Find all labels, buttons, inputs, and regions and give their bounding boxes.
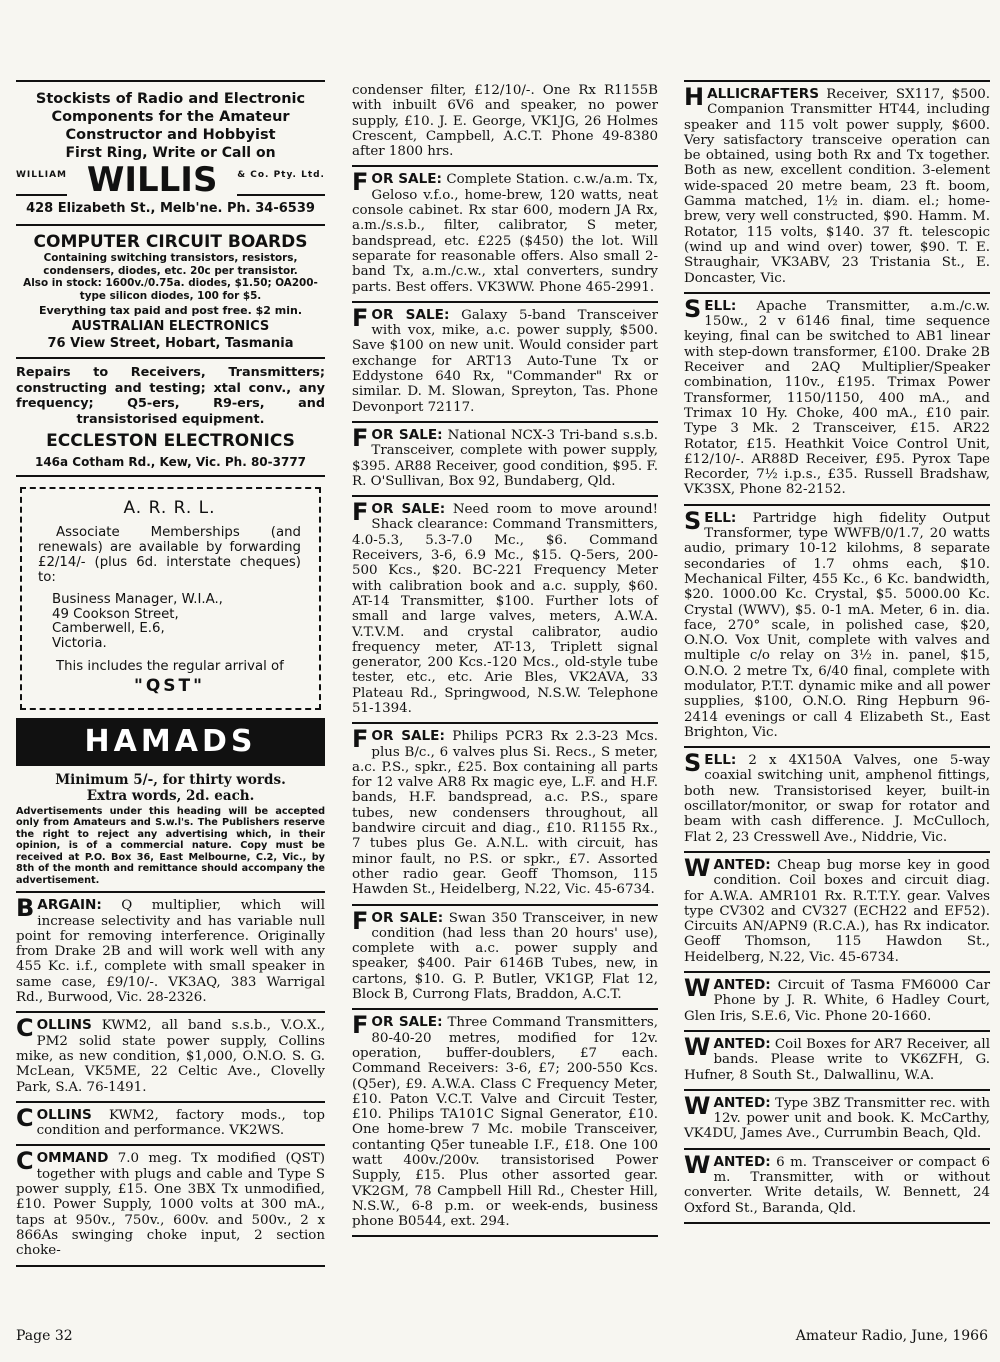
classified-body: Circuit of Tasma FM6000 Car Phone by J. R. White, 6 Hadley Court, Glen Iris, S.E.6, Vic. Phone 20-1660. — [684, 978, 990, 1024]
classified-body: 7.0 meg. Tx modified (QST) together with plugs and cable and Type S power supply, £15. One 3BX Tx unmodified, £10. Power Supply, 1000 volts at 300 mA., taps at 950v., 750v., 600v. and 500v., 2 x 866As swinging choke input, 2 section choke- — [16, 1151, 325, 1259]
classified-body: KWM2, all band s.s.b., V.O.X., PM2 solid state power supply, Collins mike, as new condition, $1,000, O.N.O. S. G. McLean, VK5ME, 22 Celtic Ave., Clovelly Park, S.A. 76-1491. — [16, 1018, 325, 1095]
classified-ad — [16, 1013, 325, 1102]
classified-ad — [352, 906, 658, 1011]
classified-body: Q multiplier, which will increase selectivity and has variable null point for removing interference. Originally from Drake 2B and will work well with any 455 Kc. i.f., complete with small speaker in same case, £9/10/-. VK3AQ, 383 Warrigal Rd., Burwood, Vic. 28-2326. — [16, 898, 325, 1006]
classified-body: Coil Boxes for AR7 Receiver, all bands. Please write to VK6ZFH, G. Hufner, 8 South St., Dalwallinu, W.A. — [684, 1036, 990, 1083]
classified-ad — [352, 497, 658, 724]
hamads-rates — [16, 772, 325, 804]
willis-address: 428 Elizabeth St., Melb'ne. Ph. 34-6539 — [26, 201, 315, 216]
classified-heading: ANTED: — [713, 1153, 771, 1170]
arrl-text: Associate Memberships (and renewals) are available by forwarding £2/14/- (plus 6d. interstate cheques) to: — [38, 524, 301, 586]
computer-boards-terms: Everything tax paid and post free. $2 min. — [38, 304, 303, 318]
drop-cap: W — [684, 974, 711, 1003]
classified-continuation-text: condenser filter, £12/10/-. One Rx R1155B with inbuilt 6V6 and speaker, no power supply, £10. J. E. George, VK1JG, 26 Holmes Crescent, Campbell, A.C.T. Phone 49-8380 after 1800 hrs. — [352, 83, 658, 160]
divider — [16, 475, 325, 477]
classified-heading: OR SALE: — [371, 426, 443, 443]
classified-ad — [16, 1103, 325, 1147]
classified-heading: OR SALE: — [371, 728, 445, 745]
classified-heading: OR SALE: — [371, 909, 444, 926]
classified-body: Receiver, SX117, $500. Companion Transmitter HT44, including speaker and 115 volt power supply, $600. Very satisfactory transceive operation can be obtained, using both Rx and Tx together. Both as new, excellent condition. 3-element wide-spaced 20 metre beam, 23 ft. boom, Gamma matched, 1½ in. diam. el.; home-brew, very well constructed, $90. Hamm. M. Rotator, 115 volts, $140. 37 ft. telescopic (wind up and wind over) tower, $90. T. E. Straughair, VK3ABV, 23 Tristania St., E. Doncaster, Vic. — [684, 87, 990, 286]
drop-cap: W — [684, 1032, 711, 1061]
willis-logo — [16, 160, 325, 200]
arrl-address — [52, 593, 301, 651]
classified-ad — [684, 853, 990, 973]
drop-cap: W — [684, 1091, 711, 1120]
willis-headline: Stockists of Radio and Electronic Components for the Amateur Constructor and Hobbyist — [35, 91, 306, 143]
eccleston-text: Repairs to Receivers, Transmitters; constructing and testing; xtal conv., any frequency; Q5-ers, R9-ers, and transistorised equipment. — [16, 365, 325, 427]
drop-cap: F — [352, 725, 369, 754]
classified-body: Type 3BZ Transmitter rec. with 12v. power unit and book. K. McCarthy, VK4DU, James Ave., Currumbin Beach, Qld. — [684, 1095, 990, 1142]
column-3 — [684, 80, 990, 1224]
arrl-qst: "QST" — [133, 675, 205, 696]
drop-cap: W — [684, 1150, 711, 1179]
classified-body: 2 x 4X150A Valves, one 5-way coaxial switching unit, amphenol fittings, both new. Transistorised keyer, built-in oscillator/monitor, or swap for rotator and beam with cash difference. J. McCulloch, Flat 2, 23 Cresswell Ave., Niddrie, Vic. — [684, 753, 990, 845]
classified-body: KWM2, factory mods., top condition and performance. VK2WS. — [36, 1107, 325, 1139]
classified-list-col3 — [684, 82, 990, 1224]
classified-list-col2 — [352, 167, 658, 1237]
classified-heading: OLLINS — [36, 1106, 92, 1123]
hamads-rate-minimum: Minimum 5/-, for thirty words. — [55, 771, 286, 788]
willis-subline: First Ring, Write or Call on — [65, 145, 276, 161]
classified-ad — [684, 1032, 990, 1091]
classified-ad — [684, 506, 990, 748]
classified-heading: ANTED: — [713, 977, 771, 994]
column-2 — [352, 78, 658, 1237]
australian-electronics-name: AUSTRALIAN ELECTRONICS — [71, 319, 270, 335]
arrl-note: This includes the regular arrival of — [56, 659, 284, 675]
classified-body: Swan 350 Transceiver, in new condition (had less than 20 hours' use), complete with a.c. power supply and speaker, $400. Pair 6146B Tubes, new, in cartons, $10. G. P. Butler, VK1GP, Flat 12, Block B, Currong Flats, Braddon, A.C.T. — [352, 910, 658, 1003]
willis-company: & Co. Pty. Ltd. — [237, 166, 325, 196]
classified-heading: OMMAND — [36, 1150, 109, 1167]
classified-ad — [352, 167, 658, 302]
drop-cap: F — [352, 1011, 369, 1040]
willis-first-name: WILLIAM — [16, 166, 67, 196]
drop-cap: F — [352, 303, 369, 332]
eccleston-name: ECCLESTON ELECTRONICS — [46, 431, 295, 452]
drop-cap: C — [16, 1103, 34, 1132]
classified-continuation — [352, 78, 658, 167]
australian-electronics-address: 76 View Street, Hobart, Tasmania — [47, 336, 294, 352]
eccleston-advert — [16, 359, 325, 475]
classified-body: Apache Transmitter, a.m./c.w. 150w., 2 v 6146 final, time sequence keying, final can be switched to AB1 linear with step-down transformer, £100. Drake 2B Receiver and 2AQ Multiplier/Speaker combination, 110v., £195. Trimax Power Transformer, 1150/1150, 400 mA., and Trimax 10 Hy. Choke, 400 mA., £10 pair. Type 3 Mk. 2 Transceiver, £15. AR22 Rotator, £15. Heathkit Voice Control Unit, £12/10/-. AR88D Receiver, £95. Pyrox Tape Recorder, 7½ i.p.s., £35. Russell Bradshaw, VK3SX, Phone 82-2152. — [684, 298, 990, 498]
drop-cap: W — [684, 853, 711, 882]
classified-body: Three Command Transmitters, 80-40-20 metres, modified for 12v. operation, buffer-doublers, £7 each. Command Receivers: 3-6, £7; 200-550 Kcs. (Q5er), £9. A.W.A. Class C Frequency Meter, £10. Paton V.C.T. Valve and Circuit Tester, £10. Philips TA101C Signal Generator, £10. One home-brew 7 Mc. mobile Transceiver, contanting Q5er tuneable I.F., £18. One 100 watt 400v./200v. transistorised Power Supply, £15. Plus other assorted gear. VK2GM, 78 Campbell Hill Rd., Chester Hill, N.S.W., 6-8 p.m. or week-ends, business phone B0544, ext. 294. — [352, 1015, 659, 1230]
classified-body: Cheap bug morse key in good condition. Coil boxes and circuit diag. for A.W.A. AMR101 Rx. R.T.T.Y. gear. Valves type CV302 and CV327 (ECH22 and EF52). Circuits AN/APN9 (R.C.A.), has Rx indicator. Geoff Thomson, 115 Hawdon St., Heidelberg, N.22, Vic. 45-6734. — [684, 857, 990, 965]
drop-cap: C — [16, 1014, 34, 1043]
classified-heading: ELL: — [704, 297, 737, 314]
computer-boards-stock: Also in stock: 1600v./0.75a. diodes, $1.50; OA200-type silicon diodes, 100 for $5. — [23, 277, 318, 302]
computer-boards-text: Containing switching transistors, resistors, condensers, diodes, etc. 20c per transistor. — [43, 252, 298, 277]
drop-cap: F — [352, 498, 369, 527]
computer-boards-title: COMPUTER CIRCUIT BOARDS — [33, 232, 308, 252]
classified-heading: ALLICRAFTERS — [707, 86, 820, 102]
hamads-banner: HAMADS — [16, 718, 325, 766]
classified-heading: OR SALE: — [371, 171, 442, 188]
publication-info: Amateur Radio, June, 1966 — [795, 1328, 988, 1344]
classified-body: 6 m. Transceiver or compact 6 m. Transmitter, with or without converter. Write details, W. Bennett, 24 Oxford St., Baranda, Qld. — [684, 1154, 990, 1216]
classified-ad — [684, 973, 990, 1032]
classified-heading: ANTED: — [713, 856, 771, 873]
arrl-address-line: Victoria. — [52, 635, 107, 651]
classified-ad — [684, 1150, 990, 1224]
willis-name: WILLIS — [86, 160, 218, 200]
hamads-rate-extra: Extra words, 2d. each. — [86, 787, 255, 804]
arrl-address-line: Business Manager, W.I.A., — [52, 592, 223, 608]
classified-ad — [352, 303, 658, 423]
classified-heading: ELL: — [704, 752, 737, 769]
classified-body: Galaxy 5-band Transceiver with vox, mike, a.c. power supply, $500. Save $100 on new unit. Would consider part exchange for ART13 Auto-Tune Tx or Eddystone 640 Rx, "Commander" Rx or similar. D. M. Slowan, Spreyton, Tas. Phone Devonport 72117. — [352, 307, 658, 415]
drop-cap: C — [16, 1147, 34, 1176]
drop-cap: B — [16, 894, 35, 923]
drop-cap: F — [352, 168, 369, 197]
page-number: Page 32 — [16, 1328, 73, 1344]
classified-heading: ELL: — [704, 509, 737, 526]
drop-cap: S — [684, 749, 702, 778]
classified-heading: OLLINS — [36, 1017, 92, 1034]
classified-heading: OR SALE: — [371, 501, 446, 518]
drop-cap: H — [684, 83, 705, 111]
arrl-title: A. R. R. L. — [123, 498, 216, 519]
classified-ad — [352, 724, 658, 905]
classified-ad — [684, 1091, 990, 1150]
eccleston-address: 146a Cotham Rd., Kew, Vic. Ph. 80-3777 — [34, 455, 307, 470]
drop-cap: S — [684, 294, 702, 323]
arrl-advert — [20, 487, 321, 709]
classified-ad — [16, 1146, 325, 1266]
arrl-address-line: Camberwell, E.6, — [52, 621, 165, 637]
hamads-rules: Advertisements under this heading will be accepted only from Amateurs and S.w.l's. The Publishers reserve the right to reject any advertising which, in their opinion, is of a commercial nature. Copy must be received at P.O. Box 36, East Melbourne, C.2, Vic., by 8th of the month and remittance should accompany the advertisement. — [16, 806, 325, 894]
classified-heading: ARGAIN: — [37, 897, 102, 914]
classified-heading: ANTED: — [713, 1035, 771, 1052]
classified-ad — [352, 1010, 658, 1237]
classified-heading: ANTED: — [713, 1094, 771, 1111]
classified-body: Need room to move around! Shack clearance: Command Transmitters, 4.0-5.3, 5.3-7.0 Mc., $6. Command Receivers, 3-6, 6.9 Mc., $15. Q-5ers, 200-500 Kcs., $20. BC-221 Frequency Meter with calibration book and a.c. supply, $60. AT-14 Transmitter, $100. Further lots of small and large valves, meters, A.W.A. V.T.V.M. and crystal calibrator, audio frequency meter, AT-13, Triplett signal generator, 200 Kcs.-120 Mcs., old-style tube tester, etc., etc. Arie Bles, VK2AVA, 33 Plateau Rd., Springwood, N.S.W. Telephone 51-1394. — [352, 502, 658, 716]
column-1 — [16, 80, 325, 1267]
classified-body: Complete Station. c.w./a.m. Tx, Geloso v.f.o., home-brew, 120 watts, neat console cabinet. Rx star 600, modern JA Rx, a.m./s.s.b., filter, calibrator, S meter, bandspread, etc. £225 ($450) the lot. Will separate for reasonable offers. Also small 2-band Tx, a.m./c.w., xtal converters, sundry parts. Best offers. VK3WW. Phone 465-2991. — [352, 172, 658, 295]
classified-ad — [352, 423, 658, 497]
classified-heading: OR SALE: — [371, 306, 450, 323]
arrl-address-line: 49 Cookson Street, — [52, 606, 179, 622]
classified-list-col1 — [16, 893, 325, 1266]
drop-cap: F — [352, 423, 369, 452]
classified-heading: OR SALE: — [371, 1014, 443, 1031]
classified-body: Philips PCR3 Rx 2.3-23 Mcs. plus B/c., 6 valves plus Si. Recs., S meter, a.c. P.S., spkr., £25. Box containing all parts for 12 valve AR8 Rx magic eye, L.F. and H.F. bands, H.F. bandspread, a.c. P.S., spare tubes, new condensers throughout, all bandwire circuit and diag., £10. R1155 Rx., 7 tubes plus Ge. A.N.L. with circuit, has minor fault, no P.S. or spkr., £7. Assorted other radio gear. Geoff Thomson, 115 Hawden St., Heidelberg, N.22, Vic. 45-6734. — [352, 729, 658, 898]
willis-advert — [16, 82, 325, 224]
classified-body: Partridge high fidelity Output Transformer, type WWFB/0/1.7, 20 watts audio, primary 10-12 kilohms, 8 separate secondaries of 1.7 ohms each, $10. Mechanical Filter, 455 Kc., 6 Kc. bandwidth, $20. 1000.00 Kc. Crystal, $5. 5000.00 Kc. Crystal (WWV), $5. 0-1 mA. Meter, 6 in. dia. face, 270° scale, in polished case, $20, O.N.O. Vox Unit, complete with valves and multiple c/o relay on 3½ in. panel, $15, O.N.O. 2 metre Tx, 6/40 final, complete with modulator, P.T.T. dynamic mike and all power supplies, $100, O.N.O. Ring Hepburn 96-2414 evenings or call 4 Elizabeth St., East Brighton, Vic. — [684, 510, 990, 740]
classified-body: National NCX-3 Tri-band s.s.b. Transceiver, complete with power supply, $395. AR88 Receiver, good condition, $95. F. R. O'Sullivan, Box 92, Bundaberg, Qld. — [352, 427, 658, 489]
drop-cap: S — [684, 506, 702, 535]
drop-cap: F — [352, 906, 369, 935]
classified-ad — [16, 893, 325, 1013]
classified-ad — [684, 82, 990, 294]
computer-boards-advert — [16, 226, 325, 357]
classified-ad — [684, 748, 990, 853]
classified-ad — [684, 294, 990, 506]
